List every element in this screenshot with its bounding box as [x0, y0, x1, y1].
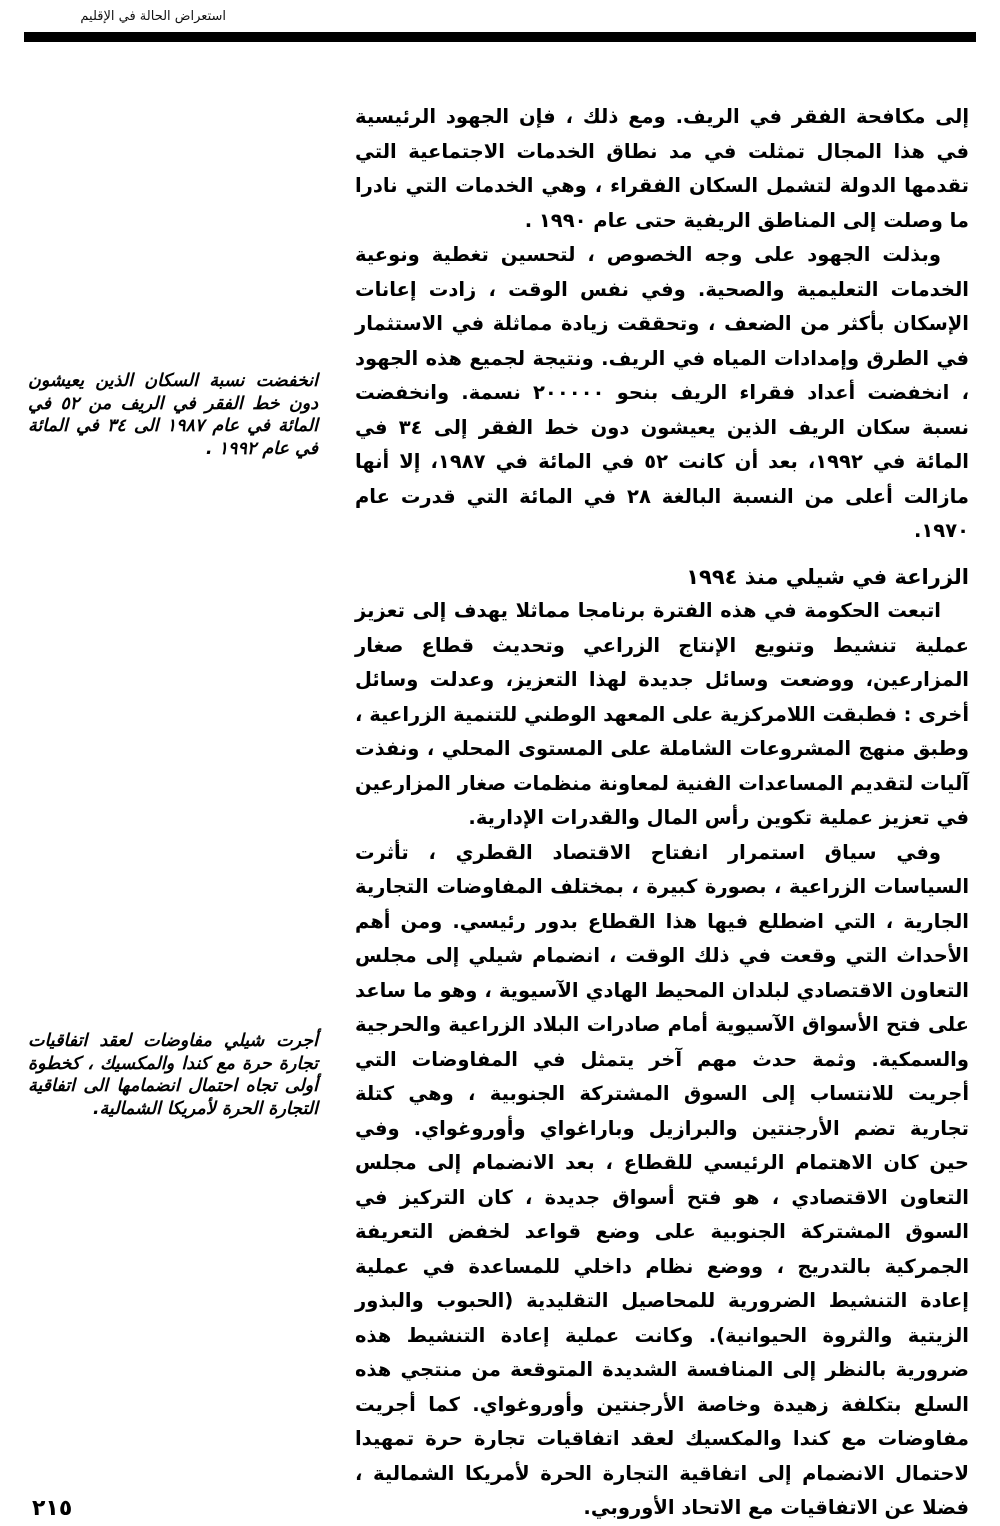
main-column-section-2: [355, 560, 969, 1526]
sidebar-note: انخفضت نسبة السكان الذين يعيشون دون خط الفقر في الريف من ٥٢ في المائة في عام ١٩٨٧ الى ٣٤ في المائة في عام ١٩٩٢ .: [28, 371, 319, 459]
running-header: استعراض الحالة في الإقليم: [80, 9, 226, 24]
body-paragraph: وفي سياق استمرار انفتاح الاقتصاد القطري ، تأثرت السياسات الزراعية ، بصورة كبيرة ، بمختلف المفاوضات التجارية الجارية ، التي اضطلع فيها هذا القطاع بدور رئيسي. ومن أهم الأحداث التي وقعت في ذلك الوقت ، انضمام شيلي إلى مجلس التعاون الاقتصادي لبلدان المحيط الهادي الآسيوية ، وهو ما ساعد على فتح الأسواق الآسيوية أمام صادرات البلاد الزراعية والحرجية والسمكية. وثمة حدث مهم آخر يتمثل في المفاوضات التي أجريت للانتساب إلى السوق المشتركة الجنوبية ، وهي كتلة تجارية تضم الأرجنتين والبرازيل وباراغواي وأوروغواي. وفي حين كان الاهتمام الرئيسي للقطاع ، بعد الانضمام إلى مجلس التعاون الاقتصادي ، هو فتح أسواق جديدة ، كان التركيز في السوق المشتركة الجنوبية على وضع قواعد لخفض التعريفة الجمركية بالتدريج ، ووضع نظام داخلي للمساعدة في عملية إعادة التنشيط الضرورية للمحاصيل التقليدية (الحبوب والبذور الزيتية والثروة الحيوانية). وكانت عملية إعادة التنشيط هذه ضرورية بالنظر إلى المنافسة الشديدة المتوقعة من منتجي هذه السلع بتكلفة زهيدة وخاصة الأرجنتين وأوروغواي. كما أجريت مفاوضات مع كندا والمكسيك لعقد اتفاقيات تجارة حرة تمهيدا لاحتمال الانضمام إلى اتفاقية التجارة الحرة لأمريكا الشمالية ، فضلا عن الاتفاقيات مع الاتحاد الأوروبي.: [355, 840, 969, 1519]
body-paragraph: وبذلت الجهود على وجه الخصوص ، لتحسين تغطية ونوعية الخدمات التعليمية والصحية. وفي نفس الوقت ، زادت إعانات الإسكان بأكثر من الضعف ، وتحققت زيادة مماثلة في الاستثمار في الطرق وإمدادات المياه في الريف. ونتيجة لجميع هذه الجهود ، انخفضت أعداد فقراء الريف بنحو ٢٠٠٠٠٠ نسمة. وانخفضت نسبة سكان الريف الذين يعيشون دون خط الفقر إلى ٣٤ في المائة في ١٩٩٢، بعد أن كانت ٥٢ في المائة في ١٩٨٧، إلا أنها مازالت أعلى من النسبة البالغة ٢٨ في المائة التي قدرت عام ١٩٧٠.: [355, 243, 969, 542]
header-rule: [24, 32, 976, 42]
main-column-section-1: [355, 100, 969, 549]
body-paragraph: اتبعت الحكومة في هذه الفترة برنامجا مماثلا يهدف إلى تعزيز عملية تنشيط وتنويع الإنتاج الزراعي وتحديث قطاع صغار المزارعين، ووضعت وسائل جديدة لهذا التعزيز، وعدلت وسائل أخرى : فطبقت اللامركزية على المعهد الوطني للتنمية الزراعية ، وطبق منهج المشروعات الشاملة على المستوى المحلي ، ونفذت آليات لتقديم المساعدات الفنية لمعاونة منظمات صغار المزارعين في تعزيز عملية تكوين رأس المال والقدرات الإدارية.: [355, 599, 969, 829]
section-heading: الزراعة في شيلي منذ ١٩٩٤: [686, 565, 969, 589]
sidebar-note: أجرت شيلي مفاوضات لعقد اتفاقيات تجارة حرة مع كندا والمكسيك ، كخطوة أولى تجاه احتمال انضمامها الى اتفاقية التجارة الحرة لأمريكا الشمالية.: [28, 1031, 318, 1119]
page-number: ٢١٥: [32, 1496, 73, 1521]
body-paragraph: إلى مكافحة الفقر في الريف. ومع ذلك ، فإن الجهود الرئيسية في هذا المجال تمثلت في مد نطاق الخدمات الاجتماعية التي تقدمها الدولة لتشمل السكان الفقراء ، وهي الخدمات التي نادرا ما وصلت إلى المناطق الريفية حتى عام ١٩٩٠ .: [355, 105, 969, 232]
